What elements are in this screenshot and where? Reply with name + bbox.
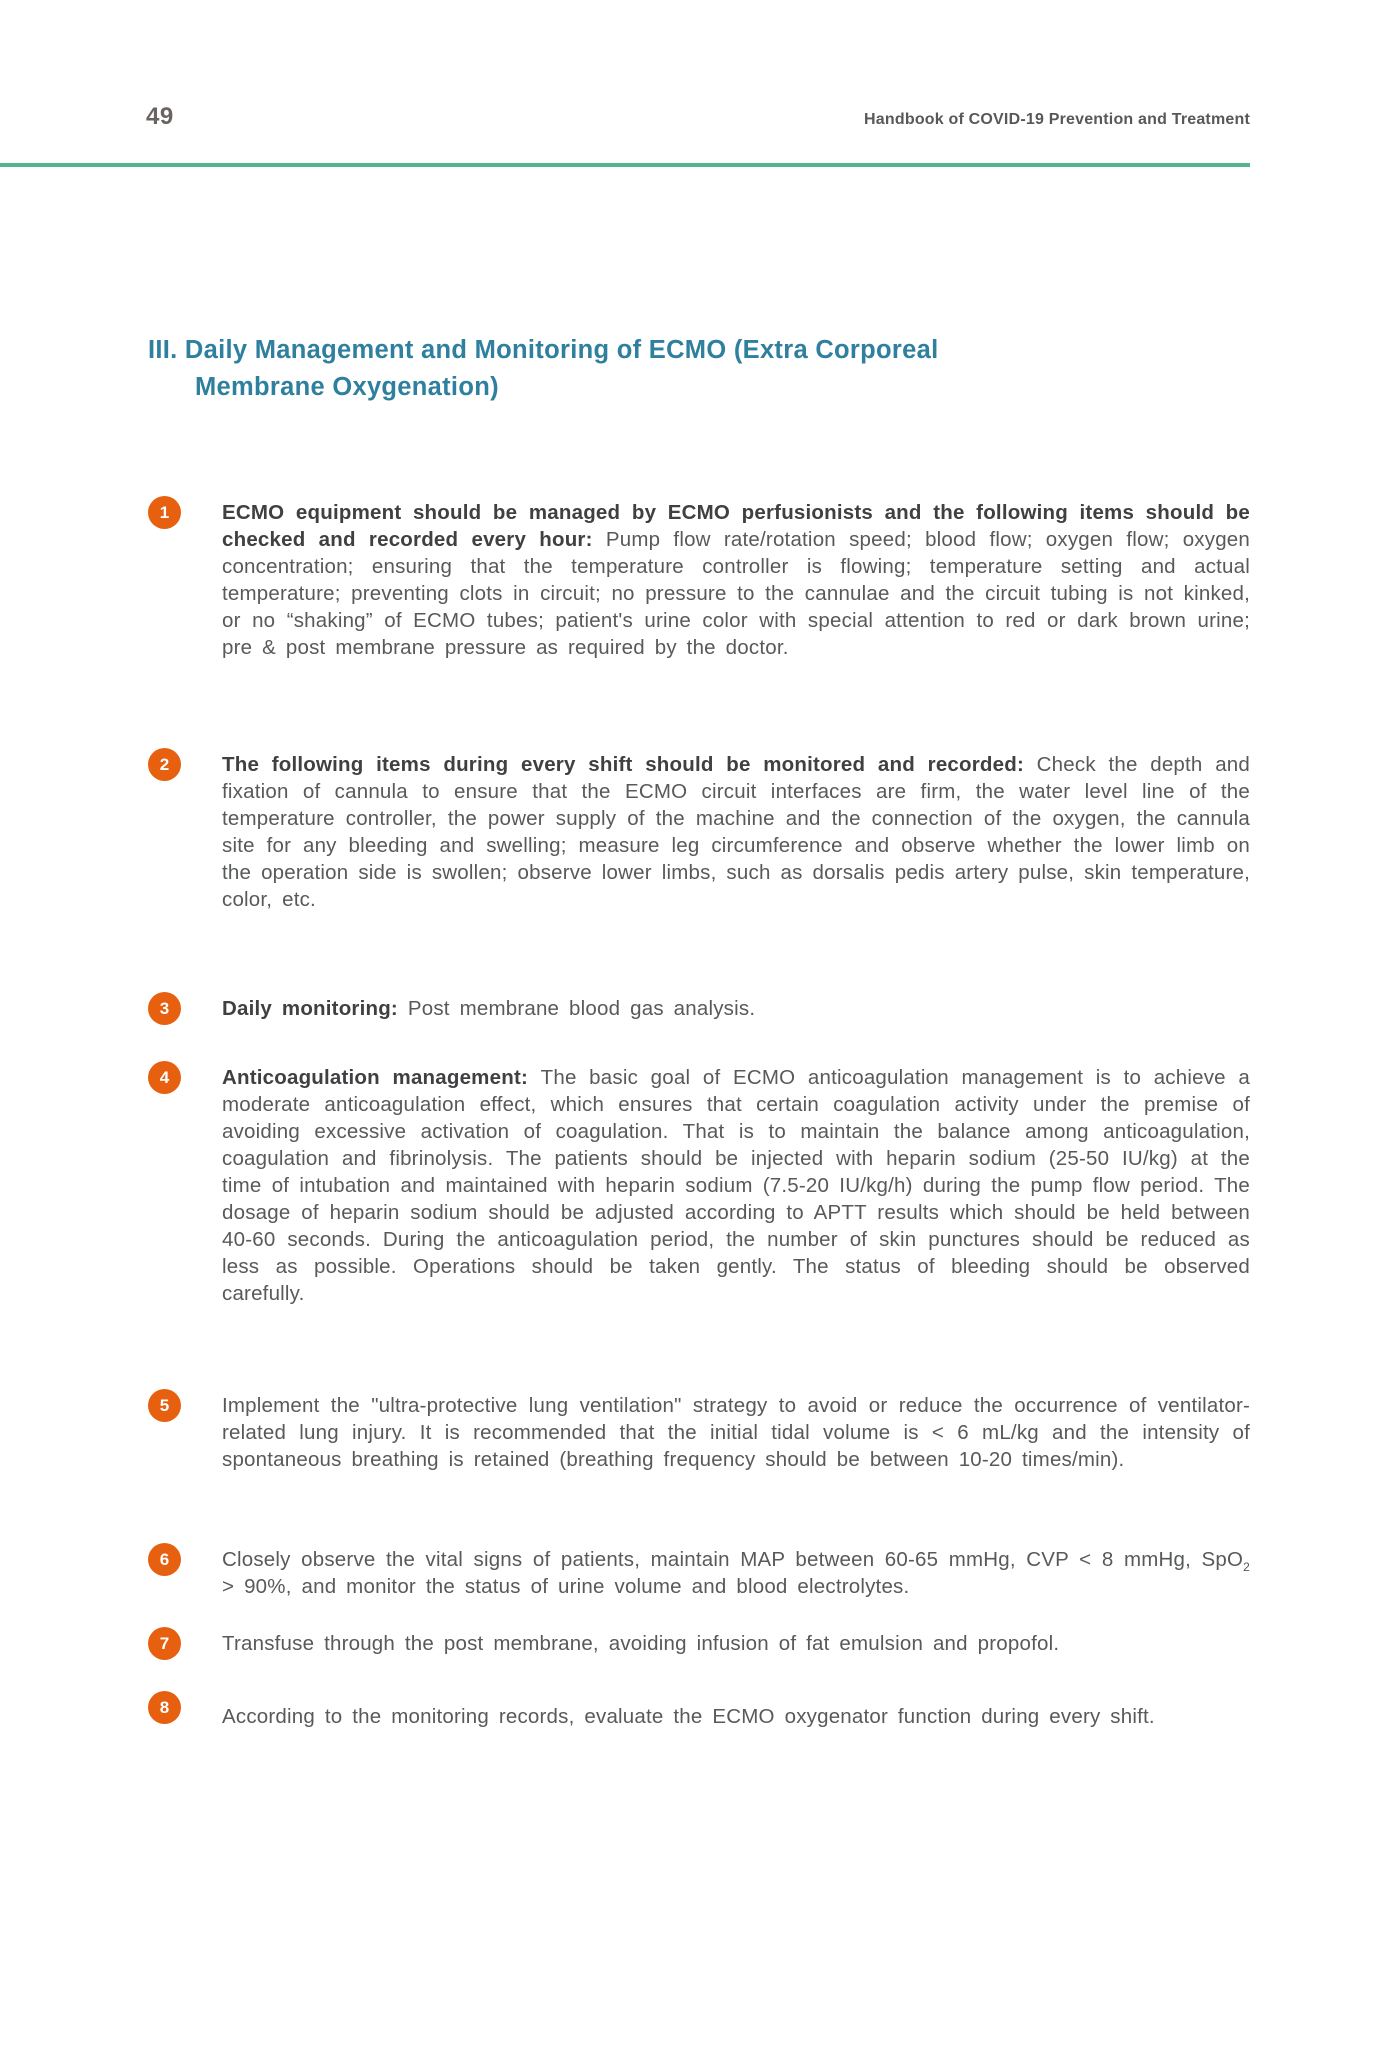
item-text xyxy=(222,1694,1250,1739)
list-item-5 xyxy=(148,1392,1250,1473)
item-body-text: Transfuse through the post membrane, avoiding infusion of fat emulsion and propofol. xyxy=(222,1632,1060,1655)
item-number-badge: 1 xyxy=(148,496,181,529)
list-item-6 xyxy=(148,1546,1250,1600)
item-body-text: Post membrane blood gas analysis. xyxy=(407,997,756,1020)
item-number-badge: 3 xyxy=(148,992,181,1025)
section-title-line1: III. Daily Management and Monitoring of ECMO (Extra Corporeal xyxy=(148,336,939,364)
item-lead-bold-text: Daily monitoring: xyxy=(222,997,408,1020)
item-number-badge: 5 xyxy=(148,1389,181,1422)
item-text xyxy=(222,995,1250,1022)
header-rule-divider xyxy=(0,163,1250,167)
item-text xyxy=(222,1546,1250,1600)
item-body-text: Pump flow rate/rotation speed; blood flow; oxygen flow; oxygen concentration; ensuring that the temperature controller is flowing; temperature setting and actual temperature; preventing clots in circuit; no pressure to the cannulae and the circuit tubing is not kinked, or no “shaking” of ECMO tubes; patient's urine color with special attention to red or dark brown urine; pre & post membrane pressure as required by the doctor. xyxy=(222,528,1250,659)
item-text xyxy=(222,1064,1250,1307)
item-number-badge: 2 xyxy=(148,748,181,781)
item-text xyxy=(222,1392,1250,1473)
item-body-text: Check the depth and fixation of cannula to ensure that the ECMO circuit interfaces are firm, the water level line of the temperature controller, the power supply of the machine and the connection of the oxygen, the cannula site for any bleeding and swelling; measure leg circumference and observe whether the lower limb on the operation side is swollen; observe lower limbs, such as dorsalis pedis artery pulse, skin temperature, color, etc. xyxy=(222,753,1250,911)
item-lead-bold-text: Anticoagulation management: xyxy=(222,1066,541,1089)
item-number-badge: 6 xyxy=(148,1543,181,1576)
item-lead-bold-text: ECMO equipment should be managed by ECMO perfusionists and the following items should be checked and recorded every hour: xyxy=(222,501,1250,551)
item-body-text: Closely observe the vital signs of patients, maintain MAP between 60-65 mmHg, CVP < 8 mmHg, SpO xyxy=(222,1548,1244,1571)
item-number-badge: 8 xyxy=(148,1691,181,1724)
list-item-4 xyxy=(148,1064,1250,1307)
item-text xyxy=(222,499,1250,661)
running-header-title: Handbook of COVID-19 Prevention and Treatment xyxy=(864,111,1250,128)
item-number-badge: 4 xyxy=(148,1061,181,1094)
page-number: 49 xyxy=(146,103,174,130)
item-text xyxy=(222,751,1250,913)
list-item-7 xyxy=(148,1630,1250,1657)
subscript-text: 2 xyxy=(1243,1560,1250,1575)
item-body-text: According to the monitoring records, evaluate the ECMO oxygenator function during every shift. xyxy=(222,1705,1155,1728)
list-item-2 xyxy=(148,751,1250,913)
list-item-3 xyxy=(148,995,1250,1022)
list-item-1 xyxy=(148,499,1250,661)
item-body-text: Implement the "ultra-protective lung ventilation" strategy to avoid or reduce the occurrence of ventilator-related lung injury. It is recommended that the initial tidal volume is < 6 mL/kg and the intensity of spontaneous breathing is retained (breathing frequency should be between 10-20 times/min). xyxy=(222,1394,1250,1471)
item-body-text: The basic goal of ECMO anticoagulation management is to achieve a moderate anticoagulation effect, which ensures that certain coagulation activity under the premise of avoiding excessive activation of coagulation. That is to maintain the balance among anticoagulation, coagulation and fibrinolysis. The patients should be injected with heparin sodium (25-50 IU/kg) at the time of intubation and maintained with heparin sodium (7.5-20 IU/kg/h) during the pump flow period. The dosage of heparin sodium should be adjusted according to APTT results which should be held between 40-60 seconds. During the anticoagulation period, the number of skin punctures should be reduced as less as possible. Operations should be taken gently. The status of bleeding should be observed carefully. xyxy=(222,1066,1250,1305)
section-title-line2: Membrane Oxygenation) xyxy=(195,373,499,401)
list-item-8 xyxy=(148,1694,1250,1739)
item-number-badge: 7 xyxy=(148,1627,181,1660)
item-text xyxy=(222,1630,1250,1657)
item-body-text: > 90%, and monitor the status of urine volume and blood electrolytes. xyxy=(222,1575,910,1598)
item-lead-bold-text: The following items during every shift should be monitored and recorded: xyxy=(222,753,1037,776)
section-title xyxy=(148,332,1258,406)
